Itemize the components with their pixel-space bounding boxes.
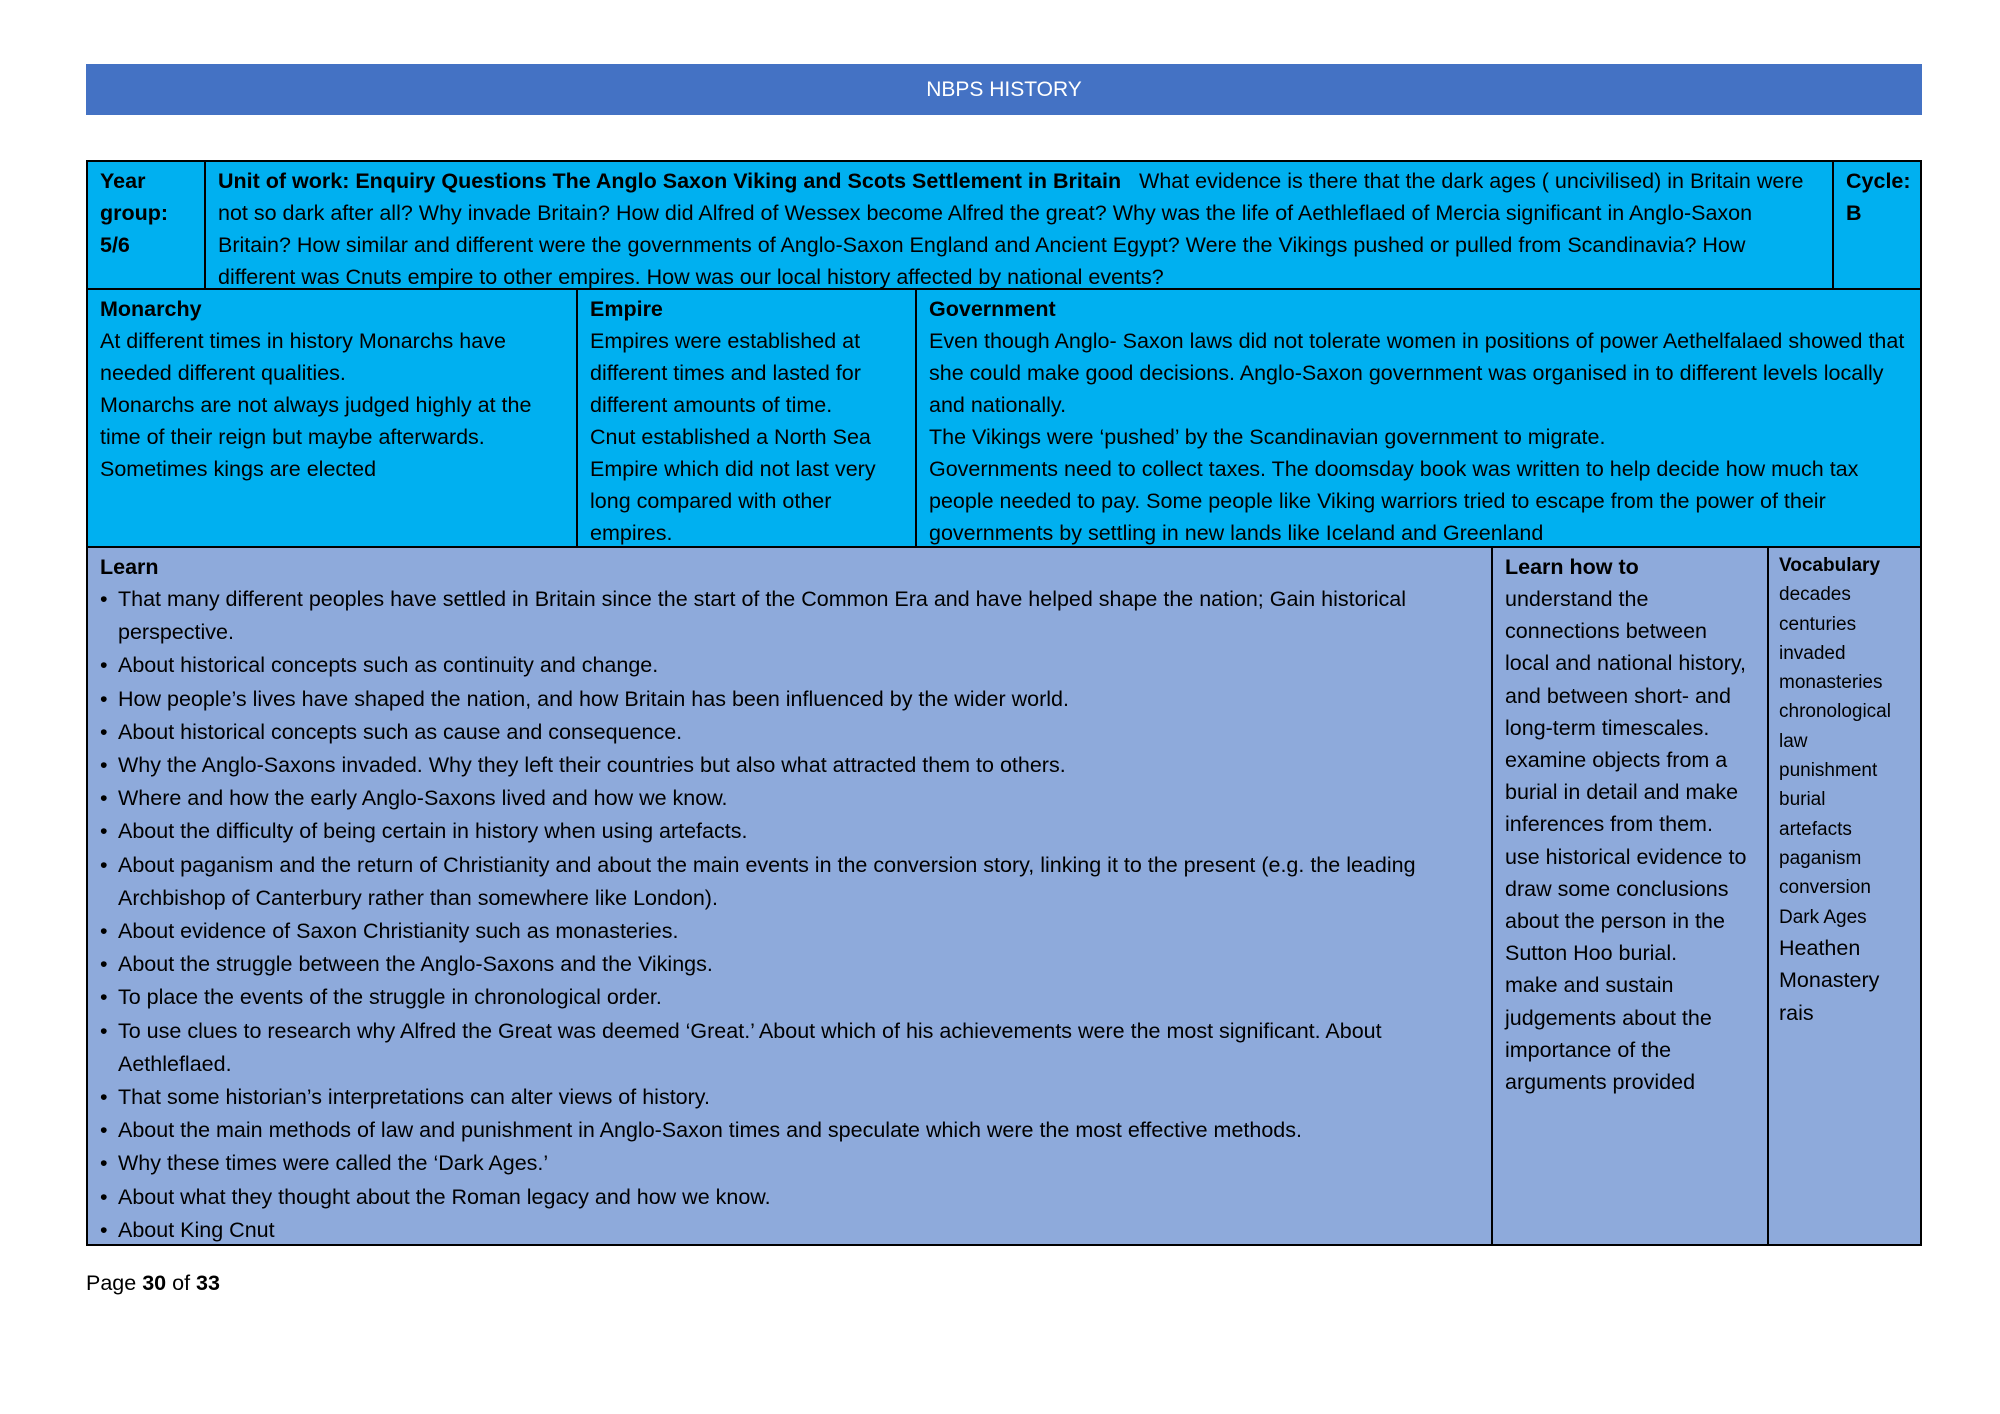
learn-how-heading: Learn how to bbox=[1505, 555, 1639, 579]
year-label-2: group: bbox=[100, 201, 169, 225]
learn-item: • About the main methods of law and punishment in Anglo-Saxon times and speculate which were the most effective methods. bbox=[100, 1114, 1479, 1147]
page-label: Page bbox=[86, 1271, 137, 1295]
vocab-word: chronological bbox=[1779, 701, 1891, 723]
page-number: 30 bbox=[142, 1271, 167, 1295]
vocab-word: law bbox=[1779, 730, 1808, 752]
learn-item: • That many different peoples have settled in Britain since the start of the Common Era and have helped shape the nation; Gain historical perspective. bbox=[100, 583, 1479, 649]
vocab-word: Monastery bbox=[1779, 968, 1880, 993]
vocab-word: conversion bbox=[1779, 877, 1871, 899]
learn-item: • Where and how the early Anglo-Saxons lived and how we know. bbox=[100, 782, 1479, 815]
learn-item: • That some historian’s interpretations can alter views of history. bbox=[100, 1081, 1479, 1114]
concepts-row bbox=[86, 290, 1922, 548]
government-line: The Vikings were ‘pushed’ by the Scandinavian government to migrate. bbox=[929, 425, 1606, 449]
monarchy-cell bbox=[88, 290, 578, 546]
cycle-value: B bbox=[1846, 201, 1862, 225]
vocab-word: artefacts bbox=[1779, 818, 1852, 840]
unit-title: Unit of work: Enquiry Questions The Anglo Saxon Viking and Scots Settlement in Britain bbox=[218, 169, 1122, 193]
learn-heading: Learn bbox=[100, 555, 159, 579]
learn-item: • About historical concepts such as continuity and change. bbox=[100, 649, 1479, 682]
vocab-word: monasteries bbox=[1779, 672, 1883, 694]
of-label: of bbox=[172, 1271, 191, 1295]
learn-item: • Why these times were called the ‘Dark Ages.’ bbox=[100, 1147, 1479, 1180]
vocab-word: Dark Ages bbox=[1779, 906, 1867, 928]
government-heading: Government bbox=[929, 297, 1056, 321]
empire-line: Empires were established at different times and lasted for different amounts of time. bbox=[590, 329, 861, 417]
learning-row bbox=[86, 548, 1922, 1246]
empire-heading: Empire bbox=[590, 297, 663, 321]
government-line: Even though Anglo- Saxon laws did not tolerate women in positions of power Aethelfalaed showed that she could make good decisions. Anglo-Saxon government was organised in to different levels locally and nationally. bbox=[929, 329, 1905, 417]
learn-item: • To use clues to research why Alfred the Great was deemed ‘Great.’ About which of his achievements were the most significant. About Aethleflaed. bbox=[100, 1015, 1479, 1081]
monarchy-line: At different times in history Monarchs have needed different qualities. bbox=[100, 329, 506, 385]
vocab-word: burial bbox=[1779, 789, 1826, 811]
learn-item: • About historical concepts such as cause and consequence. bbox=[100, 716, 1479, 749]
learn-how-item: examine objects from a burial in detail and make inferences from them. bbox=[1505, 748, 1739, 837]
cycle-label: Cycle: bbox=[1846, 169, 1911, 193]
header-title: NBPS HISTORY bbox=[926, 77, 1082, 101]
monarchy-line: Sometimes kings are elected bbox=[100, 457, 377, 481]
vocab-word: paganism bbox=[1779, 847, 1862, 869]
year-label: Year bbox=[100, 169, 146, 193]
empire-cell bbox=[578, 290, 917, 546]
learn-item: • About King Cnut bbox=[100, 1214, 1479, 1244]
learn-list bbox=[100, 583, 1479, 1244]
monarchy-heading: Monarchy bbox=[100, 297, 202, 321]
vocab-word: rais bbox=[1779, 1000, 1814, 1025]
vocab-word: punishment bbox=[1779, 760, 1878, 782]
header-banner bbox=[86, 64, 1922, 115]
learn-how-item: understand the connections between local and national history, and between short- and long-term timescales. bbox=[1505, 587, 1747, 740]
learn-how-item: make and sustain judgements about the importance of the arguments provided bbox=[1505, 973, 1712, 1095]
unit-questions: What evidence is there that the dark ages ( uncivilised) in Britain were not so dark after all? Why invade Britain? How did Alfred of Wessex become Alfred the great? Why was the life of Aethleflaed of Mercia significant in Anglo-Saxon Britain? How similar and different were the governments of Anglo-Saxon England and Ancient Egypt? Were the Vikings pushed or pulled from Scandinavia? How different was Cnuts empire to other empires. How was our local history affected by national events? bbox=[218, 169, 1804, 288]
learn-cell bbox=[88, 548, 1493, 1244]
government-cell bbox=[917, 290, 1920, 546]
year-group-cell bbox=[88, 162, 206, 288]
learn-how-cell bbox=[1493, 548, 1769, 1244]
vocabulary-cell bbox=[1769, 548, 1920, 1244]
vocabulary-heading: Vocabulary bbox=[1779, 555, 1881, 576]
government-line: Governments need to collect taxes. The doomsday book was written to help decide how much tax people needed to pay. Some people like Viking warriors tried to escape from the power of their governments by settling in new lands like Iceland and Greenland bbox=[929, 457, 1859, 545]
vocab-word: Heathen bbox=[1779, 935, 1861, 960]
vocab-word: invaded bbox=[1779, 642, 1846, 664]
learn-how-item: use historical evidence to draw some conclusions about the person in the Sutton Hoo burial. bbox=[1505, 844, 1747, 966]
learn-item: • About the struggle between the Anglo-Saxons and the Vikings. bbox=[100, 948, 1479, 981]
unit-cell bbox=[206, 162, 1834, 288]
learn-item: • To place the events of the struggle in chronological order. bbox=[100, 981, 1479, 1014]
learn-item: • Why the Anglo-Saxons invaded. Why they left their countries but also what attracted them to others. bbox=[100, 749, 1479, 782]
learn-item: • About evidence of Saxon Christianity such as monasteries. bbox=[100, 915, 1479, 948]
page-total: 33 bbox=[196, 1271, 220, 1295]
monarchy-line: Monarchs are not always judged highly at the time of their reign but maybe afterwards. bbox=[100, 393, 532, 449]
year-value: 5/6 bbox=[100, 233, 130, 257]
learn-item: • How people’s lives have shaped the nation, and how Britain has been influenced by the wider world. bbox=[100, 683, 1479, 716]
page-footer bbox=[86, 1271, 220, 1296]
unit-row bbox=[86, 160, 1922, 290]
vocab-word: centuries bbox=[1779, 613, 1857, 635]
cycle-cell bbox=[1834, 162, 1920, 288]
learn-item: • About the difficulty of being certain in history when using artefacts. bbox=[100, 815, 1479, 848]
vocab-word: decades bbox=[1779, 584, 1851, 606]
learn-item: • About what they thought about the Roman legacy and how we know. bbox=[100, 1181, 1479, 1214]
empire-line: Cnut established a North Sea Empire which did not last very long compared with other empires. bbox=[590, 425, 876, 545]
learn-item: • About paganism and the return of Christianity and about the main events in the conversion story, linking it to the present (e.g. the leading Archbishop of Canterbury rather than somewhere like London). bbox=[100, 849, 1479, 915]
